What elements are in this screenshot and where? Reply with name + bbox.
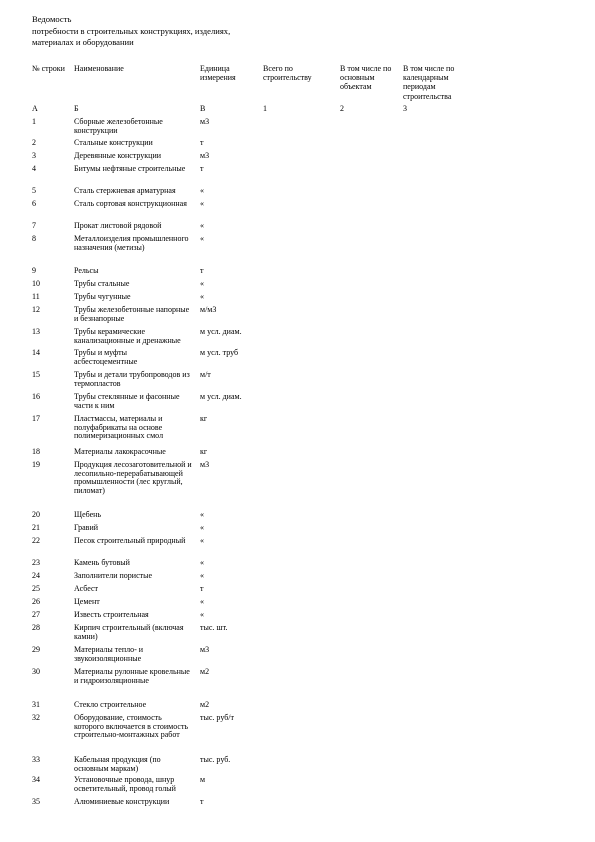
row-name: Материалы лакокрасочные [74, 447, 166, 456]
row-name: Цемент [74, 597, 100, 606]
row-name: Камень бутовый [74, 558, 130, 567]
title-line-1: Ведомость [32, 14, 72, 24]
header-unit: Единица измерения [200, 64, 236, 83]
row-name: Установочные провода, шнур осветительный, провод голый [74, 775, 176, 793]
row-unit: м/м3 [200, 305, 217, 314]
row-unit: « [200, 523, 204, 532]
row-unit: « [200, 510, 204, 519]
row-unit: м/т [200, 370, 211, 379]
row-name: Трубы чугунные [74, 292, 131, 301]
row-number: 32 [32, 713, 40, 722]
row-number: 4 [32, 164, 36, 173]
row-number: 8 [32, 234, 36, 243]
row-name: Стальные конструкции [74, 138, 153, 147]
row-unit: м2 [200, 700, 210, 709]
row-name: Битумы нефтяные строительные [74, 164, 186, 173]
row-unit: м усл. диам. [200, 392, 242, 401]
row-number: 21 [32, 523, 40, 532]
row-name: Деревянные конструкции [74, 151, 162, 160]
row-number: 18 [32, 447, 40, 456]
row-unit: « [200, 186, 204, 195]
row-name: Гравий [74, 523, 99, 532]
row-unit: « [200, 234, 204, 243]
row-unit: м3 [200, 117, 210, 126]
row-name: Трубы и муфты асбестоцементные [74, 348, 138, 366]
row-name: Оборудование, стоимость которого включается в стоимость строительно-монтажных работ [74, 713, 189, 740]
row-number: 15 [32, 370, 40, 379]
row-unit: м усл. труб [200, 348, 239, 357]
row-unit: « [200, 610, 204, 619]
row-unit: т [200, 797, 204, 806]
row-name: Алюминиевые конструкции [74, 797, 170, 806]
row-number: 16 [32, 392, 40, 401]
row-name: Материалы тепло- и звукоизоляционные [74, 645, 144, 663]
row-unit: м усл. диам. [200, 327, 242, 336]
row-name: Металлоизделия промышленного назначения (метизы) [74, 234, 189, 252]
row-name: Стекло строительное [74, 700, 147, 709]
row-number: 6 [32, 199, 36, 208]
row-number: 26 [32, 597, 40, 606]
row-name: Щебень [74, 510, 102, 519]
row-number: 5 [32, 186, 36, 195]
row-unit: кг [200, 447, 208, 456]
row-name: Трубы стеклянные и фасонные части к ним [74, 392, 180, 410]
row-unit: м2 [200, 667, 210, 676]
row-number: 35 [32, 797, 40, 806]
row-number: 28 [32, 623, 40, 632]
row-name: Сталь сортовая конструкционная [74, 199, 187, 208]
row-unit: т [200, 584, 204, 593]
row-name: Сборные железобетонные конструкции [74, 117, 163, 135]
row-unit: кг [200, 414, 208, 423]
row-name: Пластмассы, материалы и полуфабрикаты на основе полимеризационных смол [74, 414, 164, 441]
row-name: Песок строительный природный [74, 536, 186, 545]
row-unit: « [200, 558, 204, 567]
row-number: 24 [32, 571, 40, 580]
row-number: 20 [32, 510, 40, 519]
row-number: 13 [32, 327, 40, 336]
row-number: 2 [32, 138, 36, 147]
row-number: 10 [32, 279, 40, 288]
title-line-3: материалах и оборудовании [32, 37, 134, 47]
row-name: Трубы железобетонные напорные и безнапорные [74, 305, 190, 323]
row-name: Прокат листовой рядовой [74, 221, 162, 230]
row-number: 25 [32, 584, 40, 593]
row-unit: тыс. руб. [200, 755, 231, 764]
row-name: Трубы стальные [74, 279, 130, 288]
row-number: 23 [32, 558, 40, 567]
row-unit: « [200, 597, 204, 606]
row-name: Материалы рулонные кровельные и гидроизоляционные [74, 667, 190, 685]
column-letter-a: А [32, 104, 38, 113]
row-number: 33 [32, 755, 40, 764]
document-title [32, 14, 362, 49]
header-name: Наименование [74, 64, 124, 73]
row-name: Кирпич строительный (включая камни) [74, 623, 184, 641]
row-unit: тыс. руб/т [200, 713, 234, 722]
row-unit: т [200, 164, 204, 173]
header-calendar-periods: В том числе по календарным периодам строительства [403, 64, 455, 101]
row-number: 19 [32, 460, 40, 469]
row-number: 22 [32, 536, 40, 545]
column-number-3: 3 [403, 104, 407, 113]
row-number: 17 [32, 414, 40, 423]
row-unit: тыс. шт. [200, 623, 228, 632]
header-total: Всего по строительству [263, 64, 312, 83]
row-number: 27 [32, 610, 40, 619]
row-unit: м3 [200, 645, 210, 654]
row-number: 14 [32, 348, 40, 357]
column-number-1: 1 [263, 104, 267, 113]
row-name: Кабельная продукция (по основным маркам) [74, 755, 161, 773]
row-name: Известь строительная [74, 610, 149, 619]
row-name: Асбест [74, 584, 98, 593]
row-unit: м3 [200, 460, 210, 469]
row-number: 12 [32, 305, 40, 314]
title-line-2: потребности в строительных конструкциях, изделиях, [32, 25, 231, 36]
row-number: 29 [32, 645, 40, 654]
row-unit: т [200, 138, 204, 147]
row-name: Заполнители пористые [74, 571, 153, 580]
column-number-2: 2 [340, 104, 344, 113]
row-number: 7 [32, 221, 36, 230]
row-unit: « [200, 221, 204, 230]
row-unit: « [200, 536, 204, 545]
row-unit: « [200, 571, 204, 580]
row-number: 30 [32, 667, 40, 676]
row-number: 31 [32, 700, 40, 709]
row-name: Продукция лесозаготовительной и лесопильно-перерабатывающей промышленности (лес круглый, пиломат) [74, 460, 192, 495]
row-name: Трубы и детали трубопроводов из термопластов [74, 370, 190, 388]
row-number: 1 [32, 117, 36, 126]
column-letter-b: Б [74, 104, 79, 113]
row-number: 9 [32, 266, 36, 275]
column-letter-v: В [200, 104, 206, 113]
row-unit: « [200, 199, 204, 208]
row-number: 11 [32, 292, 40, 301]
row-name: Сталь стержневая арматурная [74, 186, 176, 195]
header-main-objects: В том числе по основным объектам [340, 64, 392, 92]
row-unit: т [200, 266, 204, 275]
row-number: 3 [32, 151, 36, 160]
row-unit: « [200, 292, 204, 301]
row-name: Трубы керамические канализационные и дренажные [74, 327, 181, 345]
row-unit: м3 [200, 151, 210, 160]
row-number: 34 [32, 775, 40, 784]
row-unit: « [200, 279, 204, 288]
row-unit: м [200, 775, 206, 784]
header-row-number: № строки [32, 64, 65, 73]
row-name: Рельсы [74, 266, 99, 275]
